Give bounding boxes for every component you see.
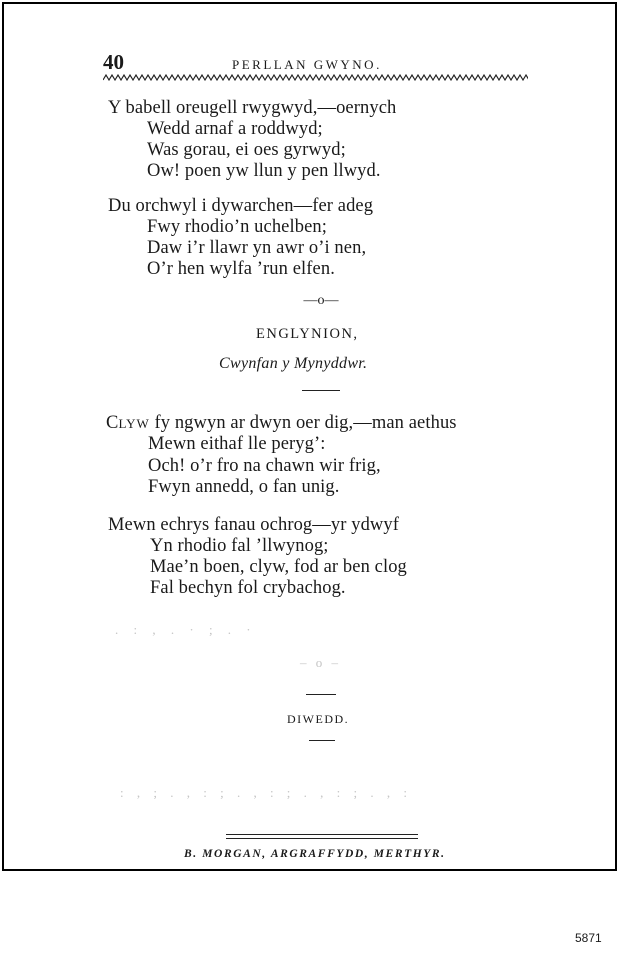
end-label: DIWEDD. [287,712,350,726]
section-separator: —o— [303,293,339,308]
small-caps-word: LYW [118,416,150,431]
page-number: 40 [103,50,124,74]
verse-line: Wedd arnaf a roddwyd; [147,119,323,139]
short-rule [302,390,340,391]
header-wavy-rule [103,73,528,83]
page-id: 5871 [575,931,602,945]
verse-line: Yn rhodio fal ’llwynog; [150,536,329,556]
imprint-rule [226,834,418,835]
end-top-rule [306,694,336,695]
verse-line: Och! o’r fro na chawn wir frig, [148,456,381,476]
imprint-rule-thin [226,838,418,839]
verse-line-rest: fy ngwyn ar dwyn oer dig,—man aethus [149,413,457,433]
verse-line: Fwyn annedd, o fan unig. [148,477,340,497]
verse-line: Was gorau, ei oes gyrwyd; [147,140,346,160]
drop-initial: C [106,413,119,433]
verse-line: Y babell oreugell rwygwyd,—oernych [108,98,397,118]
verse-line: Fal bechyn fol crybachog. [150,578,346,598]
verse-line: Mewn eithaf lle peryg’: [148,434,326,454]
verse-line: Ow! poen yw llun y pen llwyd. [147,161,381,181]
verse-line: Daw i’r llawr yn awr o’i nen, [147,238,367,258]
printer-imprint: B. MORGAN, ARGRAFFYDD, MERTHYR. [184,848,446,860]
show-through-mark: . : , . · ; . · [115,622,257,637]
running-title: PERLLAN GWYNO. [232,57,382,72]
show-through-mark: – o – [300,655,341,670]
show-through-mark: : , ; . , : ; . , : ; . , : ; . , : [120,785,413,800]
verse-line [106,413,457,434]
section-heading: ENGLYNION, [256,326,359,342]
end-bottom-rule [309,740,335,741]
verse-line: O’r hen wylfa ’run elfen. [147,259,335,279]
verse-line: Mewn echrys fanau ochrog—yr ydwyf [108,515,399,535]
verse-line: Fwy rhodio’n uchelben; [147,217,327,237]
section-subheading: Cwynfan y Mynyddwr. [219,355,368,372]
verse-line: Mae’n boen, clyw, fod ar ben clog [150,557,407,577]
verse-line: Du orchwyl i dywarchen—fer adeg [108,196,374,216]
